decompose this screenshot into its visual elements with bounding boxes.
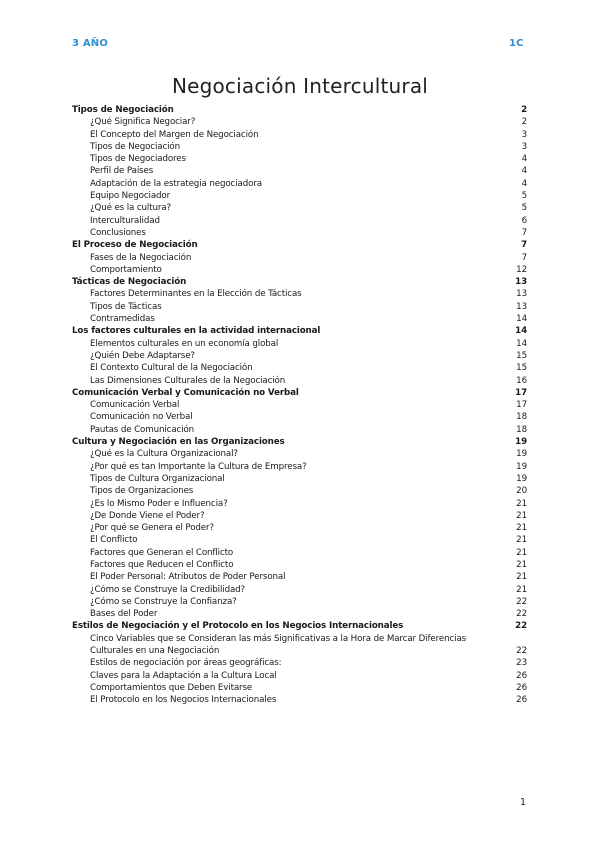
toc-subentry-page: 7 [521, 227, 527, 238]
toc-subentry-page: 7 [521, 252, 527, 263]
toc-subentry-title: Adaptación de la estrategia negociadora [90, 178, 262, 189]
toc-subentry[interactable] [72, 178, 527, 190]
toc-subentry-title: El Conflicto [90, 535, 138, 546]
toc-section-title: Los factores culturales en la actividad internacional [72, 326, 321, 337]
toc-subentry[interactable] [72, 215, 527, 227]
toc-subentry-title: Fases de la Negociación [90, 252, 192, 263]
toc-subentry-page: 4 [521, 178, 527, 189]
toc-subentry[interactable] [72, 670, 527, 682]
toc-subentry-page: 23 [516, 658, 527, 669]
toc-subentry[interactable] [72, 227, 527, 239]
toc-subentry-title: Estilos de negociación por áreas geográficas: [90, 658, 282, 669]
toc-subentry[interactable] [72, 633, 527, 658]
toc-subentry[interactable] [72, 448, 527, 460]
toc-section-entry[interactable] [72, 104, 527, 116]
toc-subentry-page: 22 [516, 609, 527, 620]
toc-subentry[interactable] [72, 498, 527, 510]
toc-subentry-title: ¿Por qué es tan Importante la Cultura de Empresa? [90, 461, 307, 472]
toc-section-page: 19 [515, 437, 527, 448]
toc-subentry-title: ¿Qué es la cultura? [90, 203, 172, 214]
toc-subentry[interactable] [72, 153, 527, 165]
toc-subentry-page: 13 [516, 289, 527, 300]
toc-section-page: 14 [515, 326, 527, 337]
toc-subentry-page: 21 [516, 498, 527, 509]
toc-subentry[interactable] [72, 375, 527, 387]
toc-section-page: 2 [521, 105, 527, 115]
document-title: Negociación Intercultural [171, 74, 429, 98]
toc-subentry-page: 5 [521, 191, 527, 202]
toc-subentry-page: 18 [516, 424, 527, 435]
toc-subentry-title: ¿Cómo se Construye la Credibilidad? [90, 584, 246, 595]
toc-section-page: 17 [515, 387, 527, 398]
toc-subentry-page: 6 [521, 215, 527, 226]
toc-subentry-title: Factores que Generan el Conflicto [90, 547, 234, 558]
toc-subentry-title: ¿Quién Debe Adaptarse? [90, 350, 195, 361]
toc-subentry[interactable] [72, 424, 527, 436]
toc-subentry[interactable] [72, 522, 527, 534]
table-of-contents [72, 104, 527, 707]
toc-section-title: Tipos de Negociación [72, 105, 174, 115]
toc-subentry-title: El Poder Personal: Atributos de Poder Personal [90, 572, 286, 583]
toc-subentry-page: 3 [521, 141, 527, 152]
toc-section-title: Estilos de Negociación y el Protocolo en los Negocios Internacionales [72, 621, 404, 632]
toc-section-title: Comunicación Verbal y Comunicación no Verbal [72, 387, 299, 398]
toc-subentry[interactable] [72, 473, 527, 485]
toc-subentry[interactable] [72, 608, 527, 620]
toc-subentry-title: ¿De Donde Viene el Poder? [90, 510, 205, 521]
toc-subentry[interactable] [72, 350, 527, 362]
toc-subentry-page: 21 [516, 535, 527, 546]
toc-subentry[interactable] [72, 411, 527, 423]
toc-subentry-page: 21 [516, 510, 527, 521]
toc-subentry-page: 4 [521, 166, 527, 177]
toc-subentry-page: 14 [516, 338, 527, 349]
toc-subentry-page: 19 [516, 449, 527, 460]
toc-subentry-title: ¿Qué Significa Negociar? [90, 117, 196, 128]
toc-subentry-page: 26 [516, 682, 527, 693]
toc-subentry-page: 13 [516, 301, 527, 312]
toc-subentry[interactable] [72, 141, 527, 153]
toc-subentry[interactable] [72, 116, 527, 128]
toc-section-entry[interactable] [72, 387, 527, 399]
toc-section-title: El Proceso de Negociación [72, 240, 198, 251]
toc-subentry[interactable] [72, 657, 527, 669]
toc-subentry[interactable] [72, 547, 527, 559]
toc-subentry[interactable] [72, 288, 527, 300]
toc-subentry[interactable] [72, 399, 527, 411]
toc-subentry-title: Tipos de Organizaciones [90, 486, 194, 497]
toc-subentry[interactable] [72, 264, 527, 276]
toc-subentry-page: 22 [516, 596, 527, 607]
toc-subentry[interactable] [72, 559, 527, 571]
toc-subentry-title: Elementos culturales en un economía global [90, 338, 279, 349]
toc-subentry[interactable] [72, 584, 527, 596]
page-number: 1 [520, 797, 527, 808]
toc-subentry-page: 21 [516, 523, 527, 534]
toc-subentry-title: Claves para la Adaptación a la Cultura Local [90, 670, 277, 681]
toc-subentry-title: Factores Determinantes en la Elección de Tácticas [90, 289, 302, 300]
toc-subentry-page: 15 [516, 350, 527, 361]
toc-subentry-title: Factores que Reducen el Conflicto [90, 559, 234, 570]
toc-subentry-title: Interculturalidad [90, 215, 160, 226]
toc-subentry-page: 15 [516, 363, 527, 374]
toc-section-entry[interactable] [72, 436, 527, 448]
toc-section-page: 13 [515, 277, 527, 288]
toc-subentry-title: Tipos de Negociadores [90, 154, 186, 165]
toc-subentry-title: ¿Es lo Mismo Poder e Influencia? [90, 498, 228, 509]
toc-section-entry[interactable] [72, 276, 527, 288]
toc-section-title: Tácticas de Negociación [72, 277, 187, 288]
toc-subentry[interactable] [72, 694, 527, 706]
toc-section-page: 22 [515, 621, 527, 632]
toc-subentry-page: 21 [516, 547, 527, 558]
toc-subentry-page: 26 [516, 695, 527, 706]
toc-subentry[interactable] [72, 313, 527, 325]
toc-subentry-title: Bases del Poder [90, 609, 158, 620]
toc-subentry-title: ¿Qué es la Cultura Organizacional? [90, 449, 238, 460]
toc-subentry-title: ¿Cómo se Construye la Confianza? [90, 596, 237, 607]
toc-subentry-page: 17 [516, 400, 527, 411]
toc-subentry[interactable] [72, 534, 527, 546]
toc-subentry-title: Comportamiento [90, 264, 162, 275]
toc-subentry-title: Perfil de Países [90, 166, 154, 177]
toc-subentry-page: 22 [516, 646, 527, 657]
toc-subentry-page: 20 [516, 486, 527, 497]
toc-subentry[interactable] [72, 596, 527, 608]
toc-subentry-title: El Contexto Cultural de la Negociación [90, 363, 253, 374]
toc-subentry-page: 26 [516, 670, 527, 681]
toc-subentry[interactable] [72, 338, 527, 350]
toc-subentry-page: 16 [516, 375, 527, 386]
toc-subentry-title: Tipos de Tácticas [90, 301, 162, 312]
toc-subentry[interactable] [72, 485, 527, 497]
toc-subentry-title: ¿Por qué se Genera el Poder? [90, 523, 214, 534]
toc-section-entry[interactable] [72, 620, 527, 632]
toc-subentry-title: Comportamientos que Deben Evitarse [90, 682, 253, 693]
toc-subentry[interactable] [72, 571, 527, 583]
toc-subentry[interactable] [72, 190, 527, 202]
toc-subentry-page: 5 [521, 203, 527, 214]
toc-subentry[interactable] [72, 362, 527, 374]
toc-subentry-page: 21 [516, 572, 527, 583]
toc-subentry-page: 4 [521, 154, 527, 165]
toc-subentry[interactable] [72, 510, 527, 522]
toc-subentry-title: El Protocolo en los Negocios Internacionales [90, 695, 277, 706]
toc-subentry-title: Comunicación no Verbal [90, 412, 193, 423]
toc-subentry-page: 12 [516, 264, 527, 275]
toc-subentry-title: Comunicación Verbal [90, 400, 180, 411]
toc-subentry-page: 21 [516, 584, 527, 595]
toc-subentry-title: Las Dimensiones Culturales de la Negociación [90, 375, 286, 386]
toc-subentry[interactable] [72, 202, 527, 214]
toc-section-entry[interactable] [72, 325, 527, 337]
toc-subentry-page: 14 [516, 314, 527, 325]
toc-section-page: 7 [521, 240, 527, 251]
toc-section-title: Cultura y Negociación en las Organizaciones [72, 437, 285, 448]
toc-subentry-page: 19 [516, 473, 527, 484]
toc-subentry-title: Equipo Negociador [90, 191, 171, 202]
toc-subentry[interactable] [72, 252, 527, 264]
toc-subentry-title: Tipos de Cultura Organizacional [90, 473, 225, 484]
toc-subentry[interactable] [72, 301, 527, 313]
toc-subentry-title: Conclusiones [90, 227, 146, 238]
toc-subentry-title: El Concepto del Margen de Negociación [90, 129, 259, 140]
toc-section-entry[interactable] [72, 239, 527, 251]
toc-subentry-title: Pautas de Comunicación [90, 424, 195, 435]
toc-subentry-title: Contramedidas [90, 314, 155, 325]
header-group: 1C [509, 38, 524, 49]
toc-subentry[interactable] [72, 165, 527, 177]
toc-subentry[interactable] [72, 682, 527, 694]
toc-subentry-page: 2 [521, 117, 527, 128]
toc-subentry-page: 3 [521, 129, 527, 140]
toc-subentry-title: Tipos de Negociación [90, 141, 180, 152]
header-year: 3 AÑO [72, 38, 109, 49]
toc-subentry[interactable] [72, 461, 527, 473]
toc-subentry-title: Cinco Variables que se Consideran las más Significativas a la Hora de Marcar Diferencias Culturales en una Negociación [90, 633, 467, 657]
toc-subentry[interactable] [72, 129, 527, 141]
toc-subentry-page: 19 [516, 461, 527, 472]
toc-subentry-page: 18 [516, 412, 527, 423]
toc-subentry-page: 21 [516, 559, 527, 570]
